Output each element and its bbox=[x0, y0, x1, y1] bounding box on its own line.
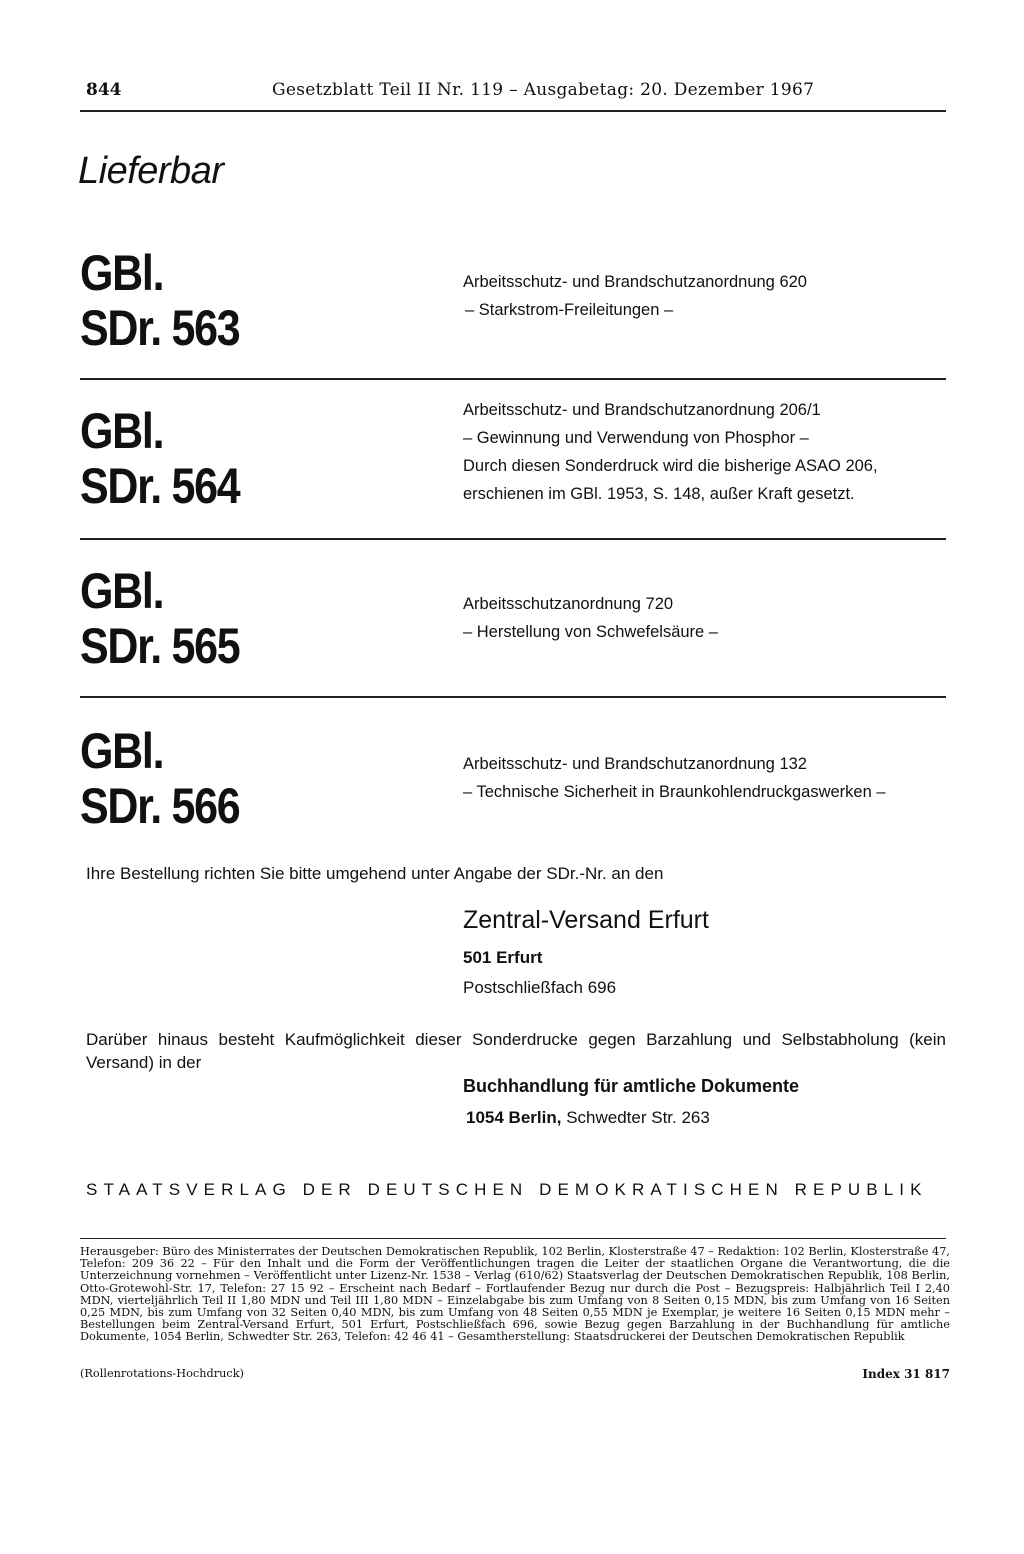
code-line-sdr: SDr. 564 bbox=[80, 458, 240, 514]
bookshop-name: Buchhandlung für amtliche Dokumente bbox=[463, 1076, 800, 1096]
entry-text-565 bbox=[463, 590, 963, 646]
bookshop-city: 1054 Berlin, bbox=[466, 1108, 562, 1127]
heading-lieferbar: Lieferbar bbox=[78, 150, 224, 192]
header-rule bbox=[80, 110, 946, 112]
entry-code-565 bbox=[80, 564, 265, 674]
code-line-gbl: GBl. bbox=[80, 403, 164, 459]
code-line-sdr: SDr. 563 bbox=[80, 300, 240, 356]
entry-text-563 bbox=[463, 268, 963, 324]
index-number: Index 31 817 bbox=[862, 1367, 950, 1381]
page-number: 844 bbox=[86, 80, 122, 100]
code-line-sdr: SDr. 566 bbox=[80, 778, 240, 834]
entry-text-566 bbox=[463, 750, 963, 806]
entry-line: – Gewinnung und Verwendung von Phosphor – bbox=[463, 429, 809, 447]
entry-text-564 bbox=[463, 396, 963, 508]
code-line-gbl: GBl. bbox=[80, 563, 164, 619]
entry-line: – Starkstrom-Freileitungen – bbox=[465, 301, 674, 319]
entry-line: Arbeitsschutz- und Brandschutzanordnung 620 bbox=[463, 273, 807, 291]
order-instruction: Ihre Bestellung richten Sie bitte umgehend unter Angabe der SDr.-Nr. an den bbox=[86, 864, 664, 883]
purchase-note: Darüber hinaus besteht Kaufmöglichkeit dieser Sonderdrucke gegen Barzahlung und Selbstabholung (kein Versand) in der bbox=[86, 1030, 946, 1072]
entry-line: erschienen im GBl. 1953, S. 148, außer Kraft gesetzt. bbox=[463, 485, 855, 503]
entry-line: Arbeitsschutz- und Brandschutzanordnung 132 bbox=[463, 755, 807, 773]
imprint-last-line: (Rollenrotations-Hochdruck) bbox=[80, 1367, 244, 1380]
running-head: Gesetzblatt Teil II Nr. 119 – Ausgabetag: 20. Dezember 1967 bbox=[272, 80, 815, 100]
imprint-rule bbox=[80, 1238, 946, 1239]
distributor-city: 501 Erfurt bbox=[463, 948, 543, 967]
distributor-postbox: Postschließfach 696 bbox=[463, 978, 617, 997]
bookshop-street: Schwedter Str. 263 bbox=[566, 1108, 710, 1127]
entry-line: – Technische Sicherheit in Braunkohlendruckgaswerken – bbox=[463, 783, 886, 801]
entry-code-566 bbox=[80, 724, 265, 834]
separator-rule bbox=[80, 378, 946, 380]
entry-code-564 bbox=[80, 404, 265, 514]
entry-line: – Herstellung von Schwefelsäure – bbox=[463, 623, 718, 641]
entry-line: Arbeitsschutz- und Brandschutzanordnung 206/1 bbox=[463, 401, 821, 419]
distributor-name: Zentral-Versand Erfurt bbox=[463, 906, 709, 934]
separator-rule bbox=[80, 538, 946, 540]
bookshop-address bbox=[466, 1108, 710, 1128]
entry-code-563 bbox=[80, 246, 265, 356]
imprint-footer bbox=[80, 1368, 950, 1380]
code-line-gbl: GBl. bbox=[80, 245, 164, 301]
code-line-sdr: SDr. 565 bbox=[80, 618, 240, 674]
imprint-text: Herausgeber: Büro des Ministerrates der Deutschen Demokratischen Republik, 102 Berlin, Klosterstraße 47 – Redaktion: 102 Berlin, Klosterstraße 47, Telefon: 209 36 22 – Für den Inhalt und die Form der Veröffentlichungen tragen die Leiter der staatlichen Organe die Verantwortung, die die Unterzeichnung vornehmen – Veröffentlicht unter Lizenz-Nr. 1538 – Verlag (610/62) Staatsverlag der Deutschen Demokratischen Republik, 108 Berlin, Otto-Grotewohl-Str. 17, Telefon: 27 15 92 – Erscheint nach Bedarf – Fortlaufender Bezug nur durch die Post – Bezugspreis: Halbjährlich Teil I 2,40 MDN, vierteljährlich Teil II 1,80 MDN und Teil III 1,80 MDN – Einzelabgabe bis zum Umfang von 8 Seiten 0,15 MDN, bis zum Umfang von 16 Seiten 0,25 MDN, bis zum Umfang von 32 Seiten 0,40 MDN, bis zum Umfang von 48 Seiten 0,55 MDN je Exemplar, je weitere 16 Seiten 0,15 MDN mehr – Bestellungen beim Zentral-Versand Erfurt, 501 Erfurt, Postschließfach 696, sowie Bezug gegen Barzahlung in der Buchhandlung für amtliche Dokumente, 1054 Berlin, Schwedter Str. 263, Telefon: 42 46 41 – Gesamtherstellung: Staatsdruckerei der Deutschen Demokratischen Republik bbox=[80, 1245, 950, 1344]
code-line-gbl: GBl. bbox=[80, 723, 164, 779]
entry-line: Durch diesen Sonderdruck wird die bisherige ASAO 206, bbox=[463, 457, 878, 475]
entry-line: Arbeitsschutzanordnung 720 bbox=[463, 595, 674, 613]
separator-rule bbox=[80, 696, 946, 698]
publisher-line: STAATSVERLAG DER DEUTSCHEN DEMOKRATISCHEN REPUBLIK bbox=[86, 1180, 928, 1199]
